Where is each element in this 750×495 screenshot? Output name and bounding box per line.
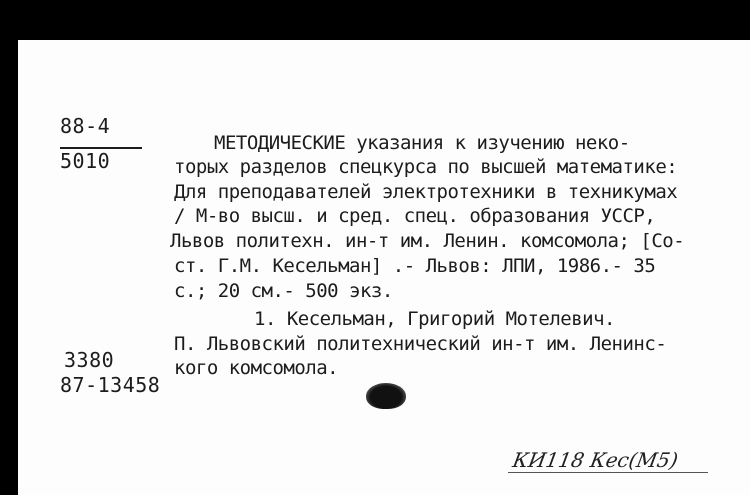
inventory-number: 3380 bbox=[64, 348, 115, 372]
description-line-10: кого комсомола. bbox=[174, 357, 339, 379]
description-line-2: торых разделов спецкурса по высшей математике: bbox=[174, 156, 678, 178]
description-line-1: МЕТОДИЧЕСКИЕ указания к изучению неко- bbox=[214, 132, 630, 154]
description-line-8: 1. Кесельман, Григорий Мотелевич. bbox=[254, 308, 615, 330]
catalog-number: 87-13458 bbox=[60, 373, 161, 397]
shelf-mark-bottom: 5010 bbox=[60, 149, 111, 173]
description-line-6: ст. Г.М. Кесельман] .- Львов: ЛПИ, 1986.- 35 bbox=[174, 255, 656, 277]
description-line-4: / М-во высш. и сред. спец. образования УССР, bbox=[174, 205, 656, 227]
handwritten-note: КИ118 Кес(М5) bbox=[510, 448, 680, 472]
ink-stamp bbox=[366, 383, 406, 409]
shelf-mark-top: 88-4 bbox=[60, 114, 111, 138]
catalog-card bbox=[18, 40, 750, 495]
handwritten-underline bbox=[508, 472, 708, 473]
description-line-5: Львов политехн. ин-т им. Ленин. комсомола; [Со- bbox=[170, 230, 685, 252]
description-line-3: Для преподавателей электротехники в техникумах bbox=[174, 181, 678, 203]
description-line-7: с.; 20 см.- 500 экз. bbox=[174, 280, 393, 302]
description-line-9: П. Львовский политехнический ин-т им. Ленинс- bbox=[174, 333, 667, 355]
